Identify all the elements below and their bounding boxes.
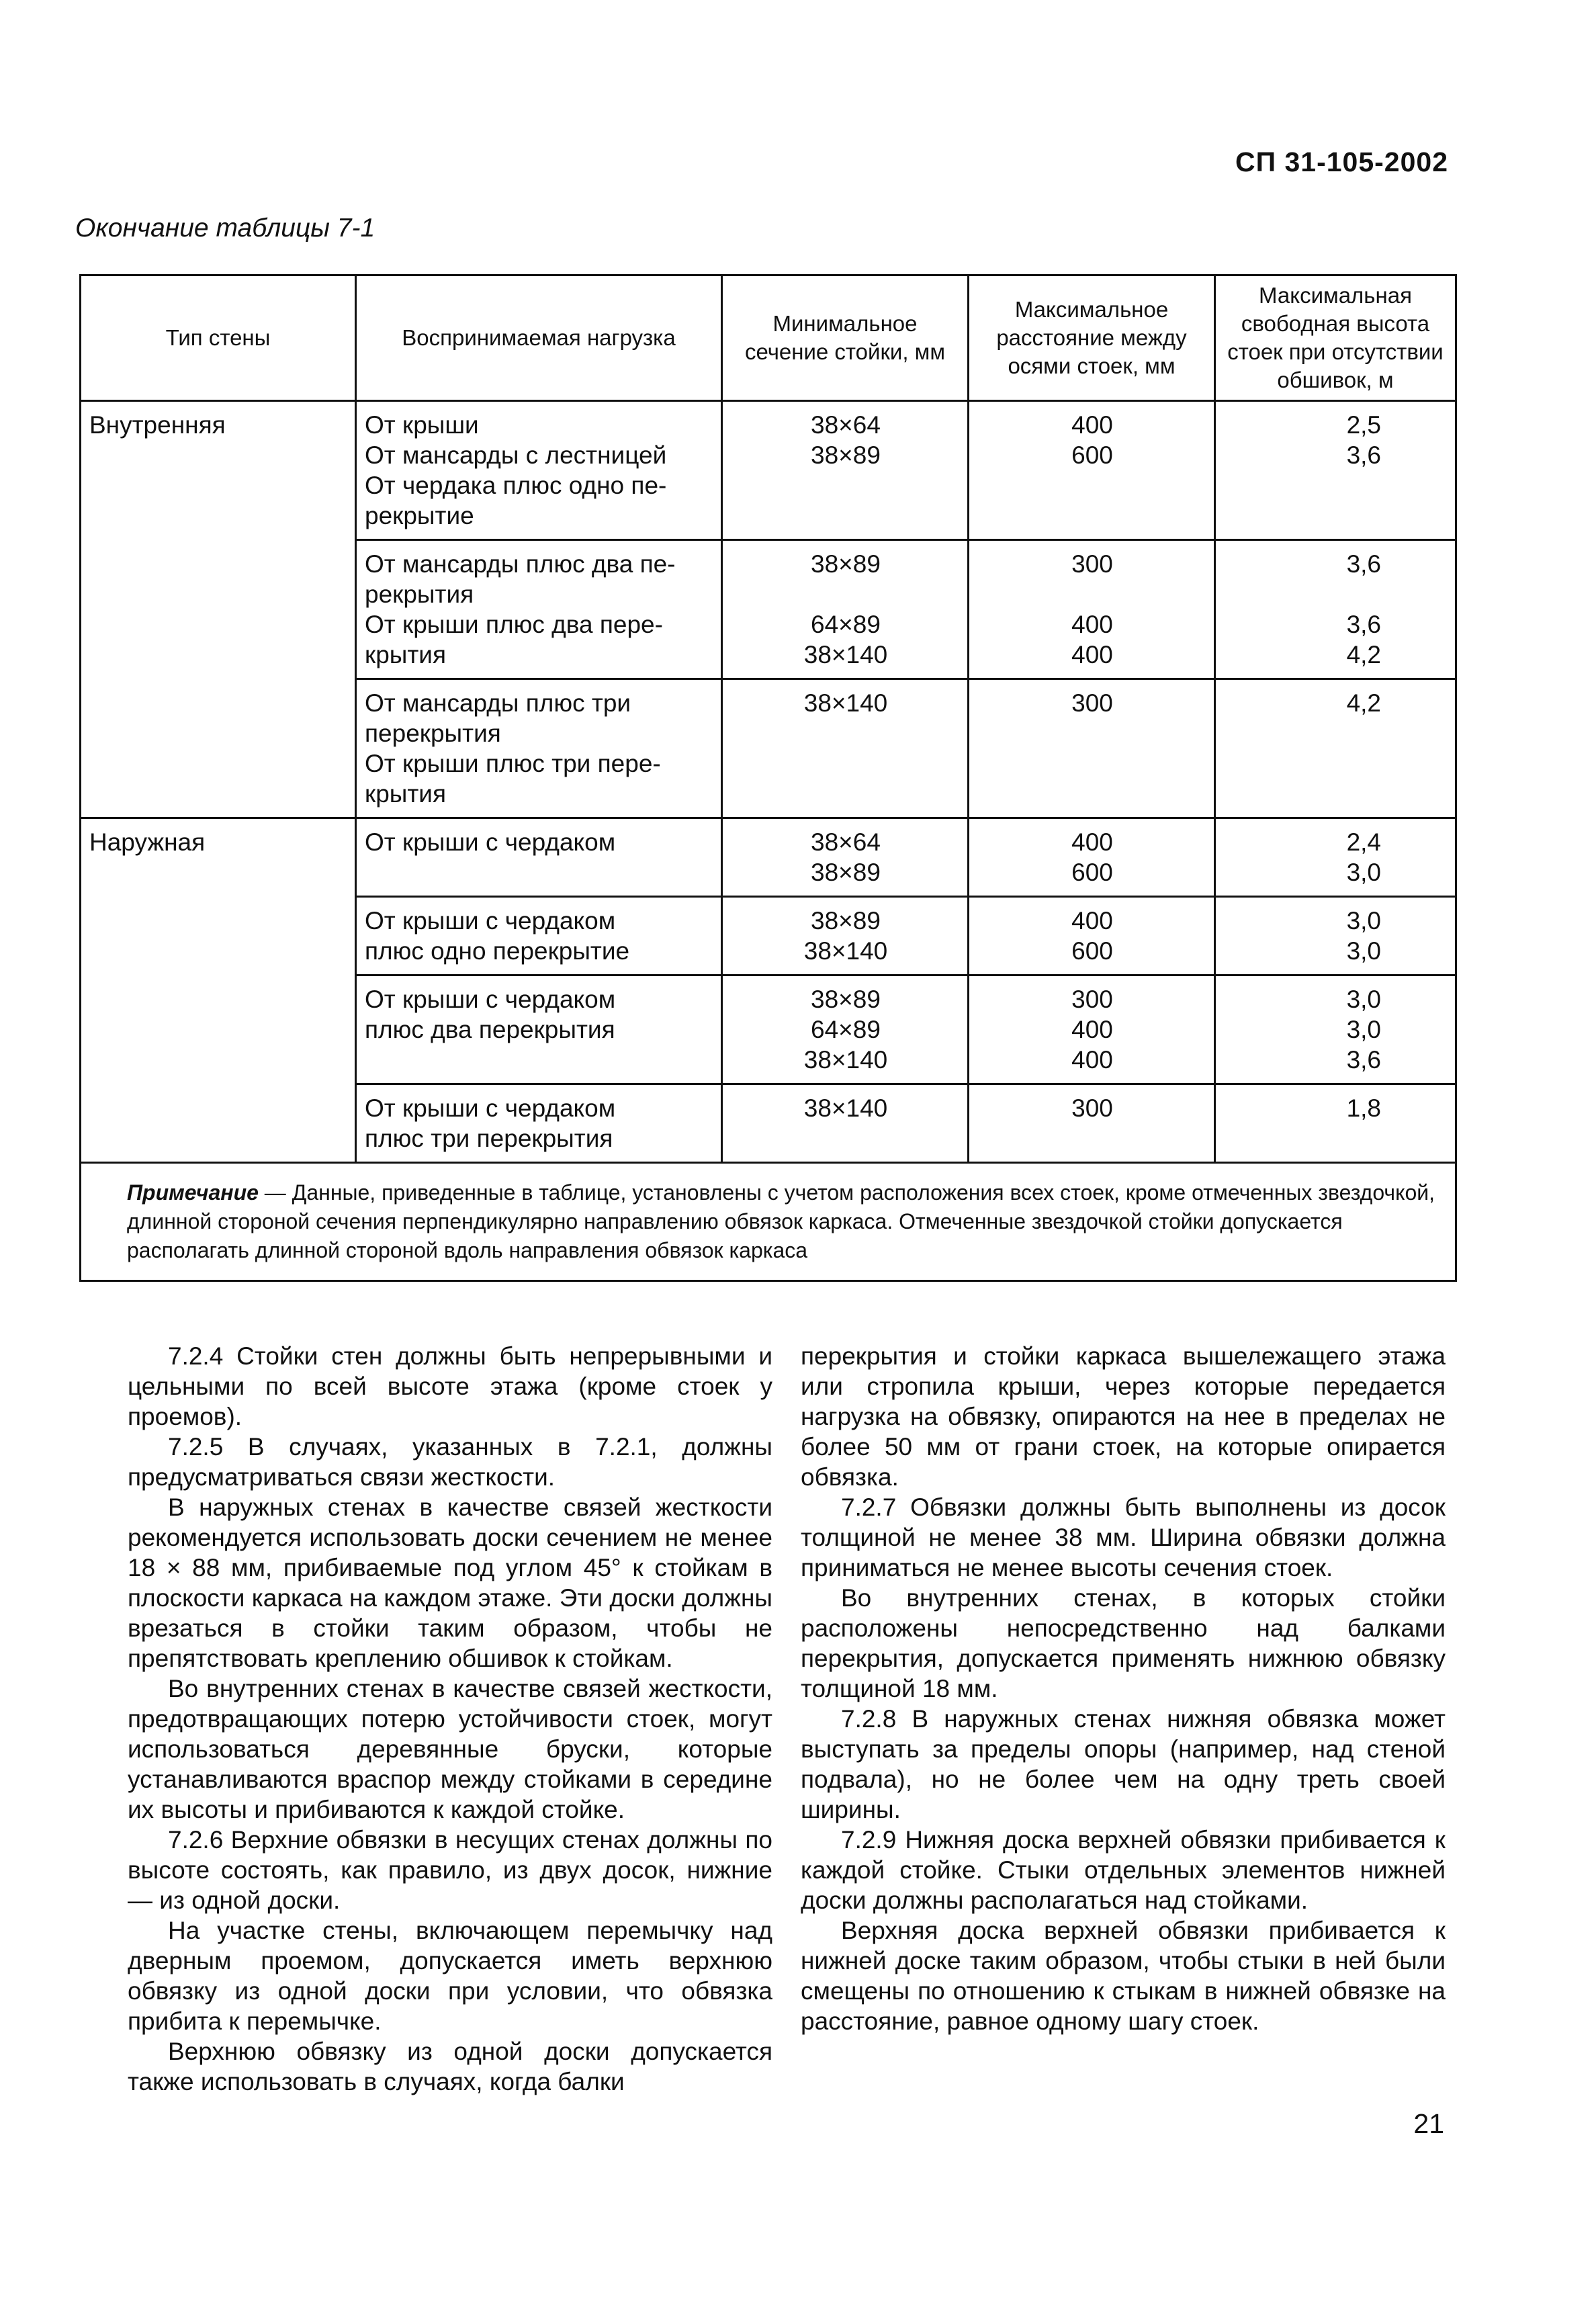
table-note-row [81,1163,1456,1281]
cell-line: 3,0 [1346,937,1381,965]
cell-line: 4,2 [1346,641,1381,668]
cell-line: 3,6 [1346,1046,1381,1074]
height-cell [1215,818,1456,897]
cell-line: рекрытие [365,502,474,529]
section-cell [722,897,969,975]
cell-line: От крыши плюс три пере- [365,750,661,777]
cell-line: 400 [1071,641,1113,668]
paragraph: 7.2.8 В наружных стенах нижняя обвязка может выступать за пределы опоры (например, над стеной подвала), но не более чем на одну треть своей ширины. [801,1705,1446,1823]
load-cell [356,540,722,679]
paragraph: 7.2.7 Обвязки должны быть выполнены из досок толщиной не менее 38 мм. Ширина обвязки должна приниматься не менее высоты сечения стоек. [801,1493,1446,1581]
cell-line: 400 [1071,907,1113,935]
section-cell [722,1084,969,1163]
spacing-cell [969,1084,1215,1163]
height-cell [1215,401,1456,540]
height-cell [1215,540,1456,679]
cell-line: 38×140 [803,1046,888,1074]
body-text-right-column [801,1341,1446,2036]
cell-line: 4,2 [1346,689,1381,717]
height-cell [1215,897,1456,975]
paragraph: Верхнюю обвязку из одной доски допускается также использовать в случаях, когда балки [128,2038,772,2095]
cell-line: крытия [365,780,447,808]
cell-line: перекрытия [365,720,501,747]
load-cell [356,1084,722,1163]
cell-line: От крыши с чердаком [365,1094,616,1122]
cell-line [365,1045,714,1075]
cell-line [731,501,961,531]
cell-line: 400 [1071,1046,1113,1074]
body-text-left-column [128,1341,772,2097]
cell-line: 3,0 [1346,1016,1381,1043]
cell-line [977,779,1207,809]
column-header-max-spacing: Максимальное расстояние между осями стоек, мм [969,275,1215,401]
cell-line: 38×89 [811,441,881,469]
cell-line: 2,4 [1346,828,1381,856]
paragraph: перекрытия и стойки каркаса вышележащего этажа или стропила крыши, через которые передается нагрузка на обвязку, опираются на нее в пределах не более 50 мм от грани стоек, на которые опирается обвязка. [801,1342,1446,1491]
cell-line: 38×64 [811,411,881,439]
section-cell [722,818,969,897]
cell-line [1224,1123,1381,1154]
load-cell [356,401,722,540]
spacing-cell [969,897,1215,975]
cell-line: От мансарды плюс три [365,689,631,717]
spacing-cell [969,818,1215,897]
cell-line: 38×140 [803,937,888,965]
cell-line: 600 [1071,441,1113,469]
cell-line: плюс одно перекрытие [365,937,630,965]
table-note [81,1163,1456,1281]
cell-line: 600 [1071,937,1113,965]
cell-line [731,1123,961,1154]
section-cell [722,975,969,1084]
load-cell [356,679,722,818]
cell-line: От крыши [365,411,479,439]
document-code: СП 31-105-2002 [1235,146,1448,177]
cell-line: 400 [1071,1016,1113,1043]
paragraph: 7.2.4 Стойки стен должны быть непрерывными и цельными по всей высоте этажа (кроме стоек у проемов). [128,1342,772,1430]
cell-line [1224,470,1381,501]
cell-line: 300 [1071,1094,1113,1122]
cell-line: От крыши с чердаком [365,828,616,856]
cell-line [731,718,961,748]
spacing-cell [969,679,1215,818]
cell-line: От крыши с чердаком [365,907,616,935]
cell-line: 38×89 [811,550,881,578]
cell-line [1224,748,1381,779]
paragraph: 7.2.5 В случаях, указанных в 7.2.1, должны предусматриваться связи жесткости. [128,1433,772,1491]
paragraph: Верхняя доска верхней обвязки прибивается к нижней доске таким образом, чтобы стыки в ней были смещены по отношению к стыкам в нижней обвязке на расстояние, равное одному шагу стоек. [801,1917,1446,2035]
load-cell [356,818,722,897]
cell-line: 600 [1071,859,1113,886]
cell-line [977,1123,1207,1154]
cell-line: От крыши с чердаком [365,986,616,1013]
page-number: 21 [1413,2108,1444,2139]
cell-line [977,718,1207,748]
cell-line: плюс три перекрытия [365,1125,613,1152]
cell-line: 400 [1071,828,1113,856]
cell-line: 38×140 [803,689,888,717]
section-cell [722,401,969,540]
table-row [81,818,1456,897]
table-header-row [81,275,1456,401]
cell-line [731,470,961,501]
cell-line: 38×89 [811,859,881,886]
paragraph: 7.2.6 Верхние обвязки в несущих стенах должны по высоте состоять, как правило, из двух досок, нижние — из одной доски. [128,1826,772,1914]
paragraph: В наружных стенах в качестве связей жесткости рекомендуется использовать доски сечением не менее 18 × 88 мм, прибиваемые под углом 45° к стойкам в плоскости каркаса на каждом этаже. Эти доски должны врезаться в стойки таким образом, чтобы не препятствовать креплению обшивок к стойкам. [128,1493,772,1672]
spacing-cell [969,401,1215,540]
cell-line: 400 [1071,411,1113,439]
cell-line: От мансарды с лестницей [365,441,667,469]
note-label: Примечание [127,1180,259,1205]
cell-line: От крыши плюс два пере- [365,611,663,638]
cell-line [977,748,1207,779]
cell-line: крытия [365,641,447,668]
table-caption: Окончание таблицы 7-1 [75,214,375,243]
section-cell [722,679,969,818]
cell-line: 3,0 [1346,986,1381,1013]
height-cell [1215,1084,1456,1163]
table-row [81,401,1456,540]
column-header-min-section: Минимальное сечение стойки, мм [722,275,969,401]
cell-line: 64×89 [811,611,881,638]
wall-studs-table [79,274,1455,1282]
cell-line: 3,0 [1346,907,1381,935]
cell-line [731,779,961,809]
cell-line: 3,0 [1346,859,1381,886]
load-cell [356,975,722,1084]
note-text: — Данные, приведенные в таблице, установлены с учетом расположения всех стоек, кроме отмеченных звездочкой, длинной стороной сечения перпендикулярно направлению обвязок каркаса. Отмеченные звездочкой стойки допускается располагать длинной стороной вдоль направления обвязок каркаса [127,1180,1435,1262]
cell-line: 300 [1071,986,1113,1013]
cell-line: 64×89 [811,1016,881,1043]
cell-line [977,579,1207,609]
cell-line: 38×140 [803,1094,888,1122]
paragraph: Во внутренних стенах, в которых стойки расположены непосредственно над балками перекрытия, допускается применять нижнюю обвязку толщиной 18 мм. [801,1584,1446,1702]
cell-line: 300 [1071,550,1113,578]
cell-line [1224,718,1381,748]
cell-line: 300 [1071,689,1113,717]
cell-line: 3,6 [1346,441,1381,469]
cell-line: От чердака плюс одно пе- [365,472,667,499]
cell-line: 3,6 [1346,611,1381,638]
cell-line [1224,579,1381,609]
wall-type-cell: Внутренняя [81,401,356,818]
cell-line: рекрытия [365,580,474,608]
spacing-cell [969,540,1215,679]
height-cell [1215,679,1456,818]
cell-line [1224,779,1381,809]
cell-line [731,748,961,779]
column-header-load: Воспринимаемая нагрузка [356,275,722,401]
cell-line: плюс два перекрытия [365,1016,615,1043]
cell-line: 3,6 [1346,550,1381,578]
cell-line [977,470,1207,501]
cell-line [731,579,961,609]
paragraph: На участке стены, включающем перемычку над дверным проемом, допускается иметь верхнюю обвязку из одной доски при условии, что обвязка прибита к перемычке. [128,1917,772,2035]
height-cell [1215,975,1456,1084]
cell-line: 400 [1071,611,1113,638]
load-cell [356,897,722,975]
cell-line: 38×89 [811,907,881,935]
cell-line [1224,501,1381,531]
cell-line: 38×64 [811,828,881,856]
cell-line [365,857,714,887]
section-cell [722,540,969,679]
cell-line: 1,8 [1346,1094,1381,1122]
cell-line: 2,5 [1346,411,1381,439]
cell-line [977,501,1207,531]
cell-line: 38×140 [803,641,888,668]
paragraph: Во внутренних стенах в качестве связей жесткости, предотвращающих потерю устойчивости стоек, могут использоваться деревянные бруски, которые устанавливаются враспор между стойками в середине их высоты и прибиваются к каждой стойке. [128,1675,772,1823]
cell-line: 38×89 [811,986,881,1013]
paragraph: 7.2.9 Нижняя доска верхней обвязки прибивается к каждой стойке. Стыки отдельных элементов нижней доски должны располагаться над стойками. [801,1826,1446,1914]
spacing-cell [969,975,1215,1084]
column-header-wall-type: Тип стены [81,275,356,401]
cell-line: От мансарды плюс два пе- [365,550,676,578]
wall-type-cell: Наружная [81,818,356,1163]
column-header-max-height: Максимальная свободная высота стоек при отсутствии обшивок, м [1215,275,1456,401]
